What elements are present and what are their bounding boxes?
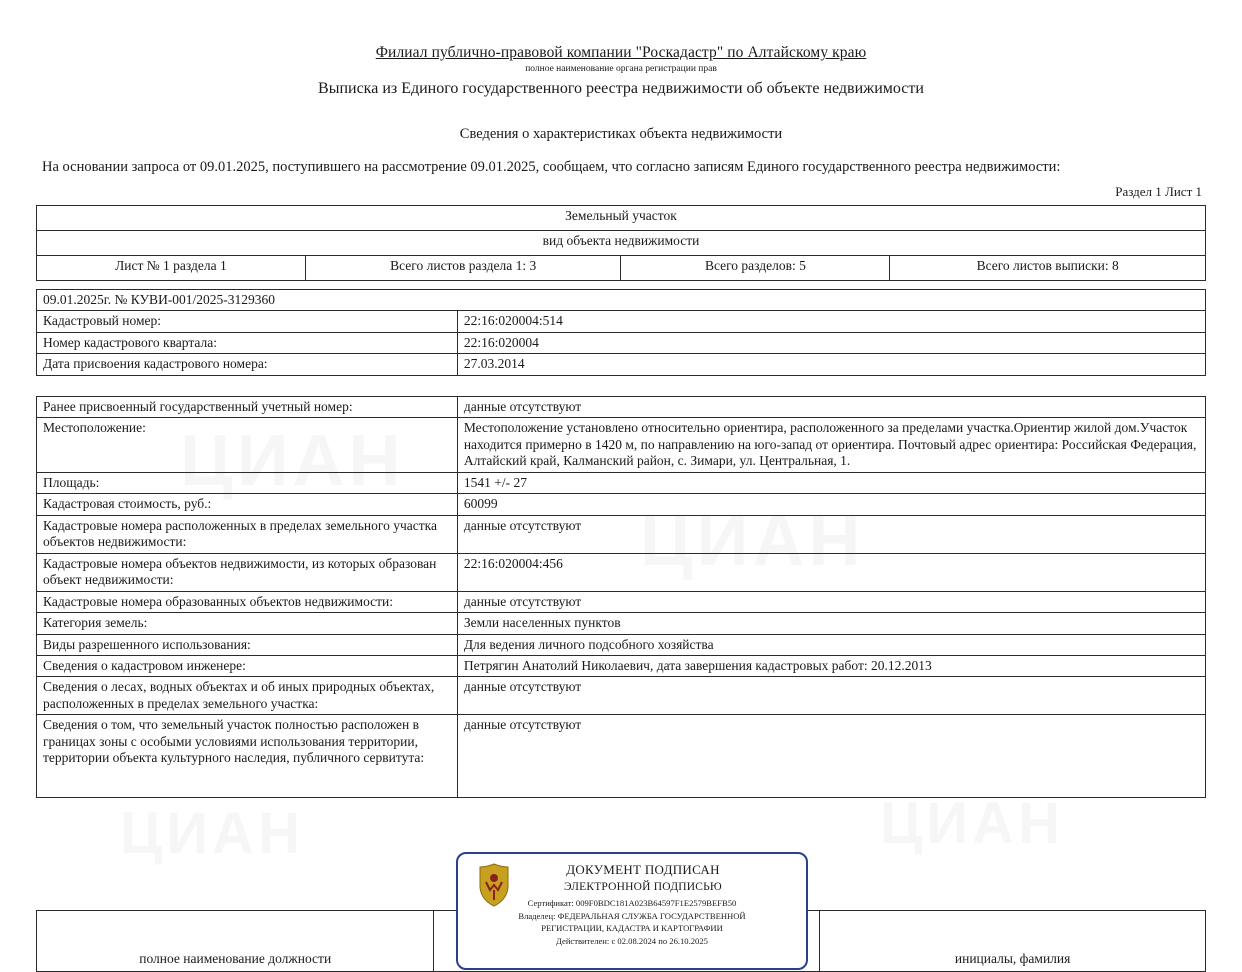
row-value: 22:16:020004:514: [457, 311, 1205, 332]
row-value: 60099: [457, 494, 1205, 515]
row-value: 27.03.2014: [457, 354, 1205, 375]
table-row: [37, 553, 1206, 591]
row-value: данные отсутствуют: [457, 396, 1205, 417]
row-label: Кадастровые номера расположенных в пределах земельного участка объектов недвижимости:: [37, 515, 458, 553]
table-row: [37, 290, 1206, 311]
row-value: данные отсутствуют: [457, 515, 1205, 553]
signature-position-caption: полное наименование должности: [37, 911, 434, 972]
table-row: [37, 591, 1206, 612]
row-label: Сведения о том, что земельный участок полностью расположен в границах зоны с особыми условиями использования территории, территории объекта культурного наследия, публичного сервитута:: [37, 715, 458, 798]
spacer: [36, 812, 1206, 832]
stamp-certificate: Сертификат: 009F0BDC181A023B64597F1E2579BEFB50: [527, 898, 737, 909]
table-row: [37, 396, 1206, 417]
signature-area: [36, 852, 1206, 970]
spacer: [36, 832, 1206, 852]
table-row: [37, 655, 1206, 676]
cadastral-meta-table: [36, 289, 1206, 376]
row-label: Виды разрешенного использования:: [37, 634, 458, 655]
row-label: Местоположение:: [37, 418, 458, 472]
row-label: Кадастровая стоимость, руб.:: [37, 494, 458, 515]
row-label: Ранее присвоенный государственный учетный номер:: [37, 396, 458, 417]
row-label: Номер кадастрового квартала:: [37, 332, 458, 353]
organization-caption: полное наименование органа регистрации прав: [525, 64, 717, 74]
table-row: [37, 231, 1206, 256]
stamp-owner: Владелец: ФЕДЕРАЛЬНАЯ СЛУЖБА ГОСУДАРСТВЕННОЙ: [518, 910, 746, 921]
organization-title: Филиал публично-правовой компании "Роскадастр" по Алтайскому краю: [375, 44, 867, 61]
table-row: [37, 677, 1206, 715]
row-label: Площадь:: [37, 472, 458, 493]
table-row: [37, 311, 1206, 332]
document-number-line: 09.01.2025г. № КУВИ-001/2025-3129360: [37, 290, 1206, 311]
electronic-signature-stamp: [456, 852, 808, 970]
object-characteristics-table: [36, 396, 1206, 799]
section-sheet-label: Раздел 1 Лист 1: [1115, 184, 1202, 199]
request-basis-text: На основании запроса от 09.01.2025, поступившего на рассмотрение 09.01.2025, сообщаем, что согласно записям Единого государственного реестра недвижимости:: [42, 159, 1061, 175]
table-row: [37, 715, 1206, 798]
coat-of-arms-icon: [472, 862, 516, 908]
table-row: [37, 354, 1206, 375]
row-value: Местоположение установлено относительно ориентира, расположенного за пределами участка.Ориентир жилой дом.Участок находится примерно в 1420 м, по направлению на юго-запад от ориентира. Почтовый адрес ориентира: Российская Федерация, Алтайский край, Калманский район, с. Зимари, ул. Центральная, 1.: [457, 418, 1205, 472]
object-type-table: [36, 205, 1206, 281]
row-value: данные отсутствуют: [457, 677, 1205, 715]
row-label: Кадастровые номера объектов недвижимости, из которых образован объект недвижимости:: [37, 553, 458, 591]
object-type-value: Земельный участок: [37, 206, 1206, 231]
row-value: Земли населенных пунктов: [457, 613, 1205, 634]
stamp-owner-cont: РЕГИСТРАЦИИ, КАДАСТРА И КАРТОГРАФИИ: [541, 923, 723, 934]
table-row: [37, 418, 1206, 472]
row-value: Для ведения личного подсобного хозяйства: [457, 634, 1205, 655]
table-row: [37, 634, 1206, 655]
row-value: данные отсутствуют: [457, 715, 1205, 798]
row-value: Петрягин Анатолий Николаевич, дата завершения кадастровых работ: 20.12.2013: [457, 655, 1205, 676]
spacer: [36, 281, 1206, 289]
row-value: 22:16:020004: [457, 332, 1205, 353]
row-value: 1541 +/- 27: [457, 472, 1205, 493]
stamp-validity: Действителен: с 02.08.2024 по 26.10.2025: [556, 935, 708, 946]
spacer: [36, 798, 1206, 812]
table-row: [37, 256, 1206, 281]
total-sheets-extract: Всего листов выписки: 8: [890, 256, 1206, 281]
row-label: Дата присвоения кадастрового номера:: [37, 354, 458, 375]
row-label: Кадастровый номер:: [37, 311, 458, 332]
table-row: [37, 515, 1206, 553]
stamp-line-2: ЭЛЕКТРОННОЙ ПОДПИСЬЮ: [564, 881, 722, 894]
row-value: 22:16:020004:456: [457, 553, 1205, 591]
table-row: [37, 494, 1206, 515]
signature-name-caption: инициалы, фамилия: [820, 911, 1206, 972]
table-row: [37, 332, 1206, 353]
row-label: Категория земель:: [37, 613, 458, 634]
object-type-caption: вид объекта недвижимости: [37, 231, 1206, 256]
section-title: Сведения о характеристиках объекта недвижимости: [459, 126, 783, 142]
spacer: [36, 376, 1206, 396]
sheet-of-section: Лист № 1 раздела 1: [37, 256, 306, 281]
table-row: [37, 206, 1206, 231]
stamp-line-1: ДОКУМЕНТ ПОДПИСАН: [566, 862, 720, 878]
row-value: данные отсутствуют: [457, 591, 1205, 612]
table-row: [37, 613, 1206, 634]
row-label: Кадастровые номера образованных объектов недвижимости:: [37, 591, 458, 612]
row-label: Сведения о лесах, водных объектах и об иных природных объектах, расположенных в пределах земельного участка:: [37, 677, 458, 715]
total-sheets-section: Всего листов раздела 1: 3: [305, 256, 621, 281]
total-sections: Всего разделов: 5: [621, 256, 890, 281]
document-title: Выписка из Единого государственного реестра недвижимости об объекте недвижимости: [318, 80, 924, 97]
row-label: Сведения о кадастровом инженере:: [37, 655, 458, 676]
table-row: [37, 472, 1206, 493]
